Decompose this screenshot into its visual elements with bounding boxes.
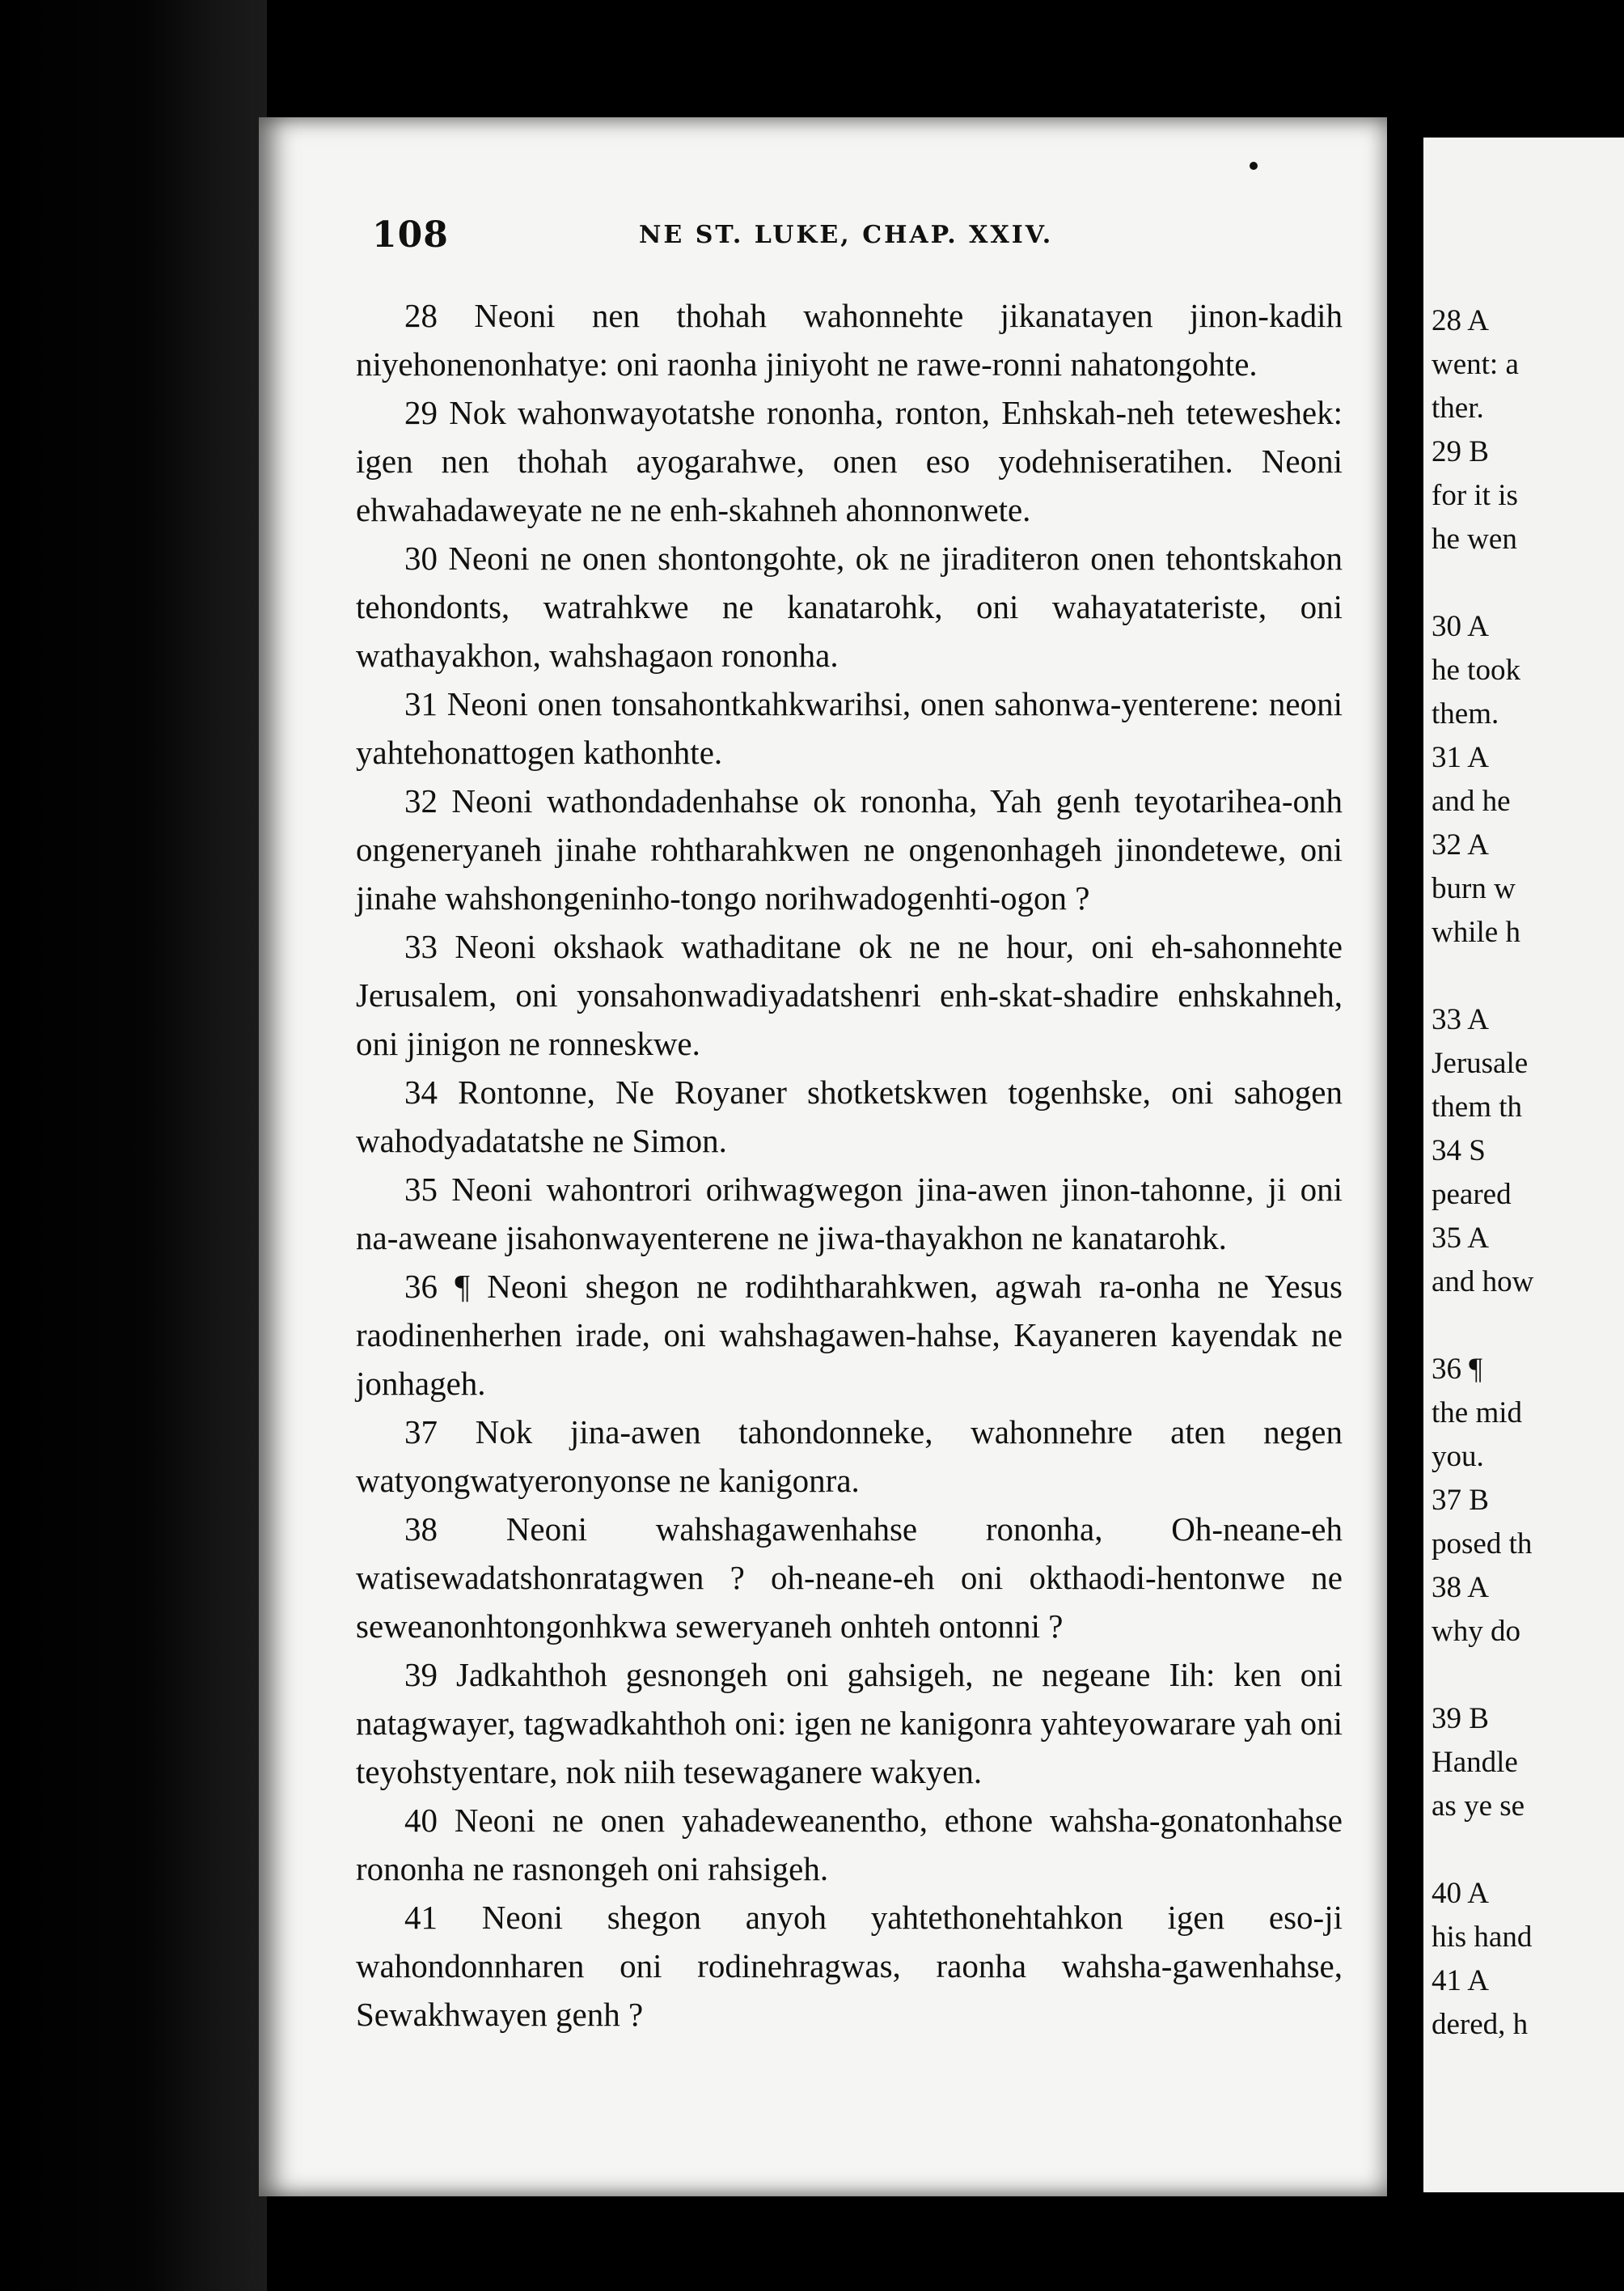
verse-35: 35 Neoni wahontrori orihwagwegon jina-awen jinon-tahonne, ji oni na-aweane jisahonwayenterene ne jiwa-thayakhon ne kanatarohk. — [356, 1171, 1343, 1256]
right-page-text — [1432, 299, 1624, 2047]
right-page-line: posed th — [1432, 1527, 1533, 1561]
right-page-line — [1432, 1828, 1624, 1872]
right-page-line: 28 A — [1432, 304, 1489, 337]
verse-28: 28 Neoni nen thohah wahonnehte jikanatayen jinon-kadih niyehonenonhatye: oni raonha jiniyoht ne rawe-ronni nahatongohte. — [356, 297, 1343, 383]
right-page-line: 35 A — [1432, 1222, 1489, 1255]
verse-block — [356, 291, 1343, 2039]
verse-34: 34 Rontonne, Ne Royaner shotketskwen togenhske, oni sahogen wahodyadatatshe ne Simon. — [356, 1074, 1343, 1159]
right-page-line — [1432, 1304, 1624, 1348]
right-page-line: 41 A — [1432, 1964, 1489, 1997]
ink-speck — [1250, 162, 1258, 170]
right-page-line: 37 B — [1432, 1484, 1489, 1517]
right-page-line: the mid — [1432, 1396, 1523, 1429]
verse-36: 36 ¶ Neoni shegon ne rodihtharahkwen, agwah ra-onha ne Yesus raodinenherhen irade, oni wahshagawen-hahse, Kayaneren kayendak ne jonhageh. — [356, 1268, 1343, 1402]
verse-29: 29 Nok wahonwayotatshe rononha, ronton, Enhskah-neh teteweshek: igen nen thohah ayogarahwe, onen eso yodehniseratihen. Neoni ehwahadaweyate ne ne enh-skahneh ahonnonwete. — [356, 394, 1343, 528]
right-page-line: them th — [1432, 1090, 1523, 1124]
right-page-line: 29 B — [1432, 435, 1489, 468]
right-page-line: peared — [1432, 1178, 1512, 1211]
right-page-line: as ye se — [1432, 1789, 1525, 1823]
right-page-line: 31 A — [1432, 741, 1489, 774]
right-page-line: and he — [1432, 785, 1511, 818]
verse-40: 40 Neoni ne onen yahadeweanentho, ethone wahsha-gonatonhahse rononha ne rasnongeh oni rahsigeh. — [356, 1802, 1343, 1887]
right-page-line: he took — [1432, 654, 1520, 687]
verse-39: 39 Jadkahthoh gesnongeh oni gahsigeh, ne negeane Iih: ken oni natagwayer, tagwadkahthoh oni: igen ne kanigonra yahteyowarare yah oni teyohstyentare, nok niih tesewaganere wakyen. — [356, 1656, 1343, 1790]
right-page-line: 36 ¶ — [1432, 1353, 1483, 1386]
right-page-line: 32 A — [1432, 828, 1489, 862]
right-page-line: dered, h — [1432, 2008, 1529, 2041]
left-page — [259, 117, 1387, 2196]
verse-37: 37 Nok jina-awen tahondonneke, wahonnehre aten negen watyongwatyeronyonse ne kanigonra. — [356, 1413, 1343, 1499]
verse-41: 41 Neoni shegon anyoh yahtethonehtahkon igen eso-ji wahondonnharen oni rodinehragwas, raonha wahsha-gawenhahse, Sewakhwayen genh ? — [356, 1899, 1343, 2033]
right-page-edge — [1423, 138, 1624, 2192]
right-page-line: 38 A — [1432, 1571, 1489, 1604]
right-page-line — [1432, 561, 1624, 605]
right-page-line: 39 B — [1432, 1702, 1489, 1735]
right-page-line: you. — [1432, 1440, 1484, 1473]
right-page-line: went: a — [1432, 348, 1519, 381]
right-page-line: Jerusale — [1432, 1047, 1529, 1080]
right-page-line: for it is — [1432, 479, 1518, 512]
right-page-line: them. — [1432, 697, 1499, 730]
right-page-line: his hand — [1432, 1920, 1533, 1954]
running-head: NE ST. LUKE, CHAP. XXIV. — [639, 221, 1054, 249]
book-spine-shadow — [0, 0, 267, 2291]
right-page-line: 33 A — [1432, 1003, 1489, 1036]
right-page-line: while h — [1432, 916, 1520, 949]
verse-30: 30 Neoni ne onen shontongohte, ok ne jiraditeron onen tehontskahon tehondonts, watrahkwe ne kanatarohk, oni wahayatateriste, oni wathayakhon, wahshagaon rononha. — [356, 540, 1343, 674]
verse-31: 31 Neoni onen tonsahontkahkwarihsi, onen sahonwa-yenterene: neoni yahtehonattogen kathonhte. — [356, 685, 1343, 771]
right-page-line: why do — [1432, 1615, 1520, 1648]
right-page-line: and how — [1432, 1265, 1534, 1298]
page-number: 108 — [372, 214, 449, 256]
page-gutter — [1387, 0, 1427, 2291]
right-page-line: he wen — [1432, 523, 1517, 556]
right-page-line: 40 A — [1432, 1877, 1489, 1910]
right-page-line: 30 A — [1432, 610, 1489, 643]
right-page-line — [1432, 955, 1624, 998]
right-page-line: 34 S — [1432, 1134, 1486, 1167]
right-page-line: Handle — [1432, 1746, 1518, 1779]
right-page-line: burn w — [1432, 872, 1516, 905]
verse-32: 32 Neoni wathondadenhahse ok rononha, Yah genh teyotarihea-onh ongeneryaneh jinahe rohtharahkwen ne ongenonhageh jinondetewe, oni jinahe wahshongeninho-tongo norihwadogenhti-ogon ? — [356, 782, 1343, 917]
right-page-line: ther. — [1432, 392, 1484, 425]
verse-38: 38 Neoni wahshagawenhahse rononha, Oh-neane-eh watisewadatshonratagwen ? oh-neane-eh oni okthaodi-hentonwe ne seweanonhtongonhkwa seweryaneh onhteh ontonni ? — [356, 1510, 1343, 1645]
verse-33: 33 Neoni okshaok wathaditane ok ne ne hour, oni eh-sahonnehte Jerusalem, oni yonsahonwadiyadatshenri enh-skat-shadire enhskahneh, oni jinigon ne ronneskwe. — [356, 928, 1343, 1062]
right-page-line — [1432, 1654, 1624, 1697]
